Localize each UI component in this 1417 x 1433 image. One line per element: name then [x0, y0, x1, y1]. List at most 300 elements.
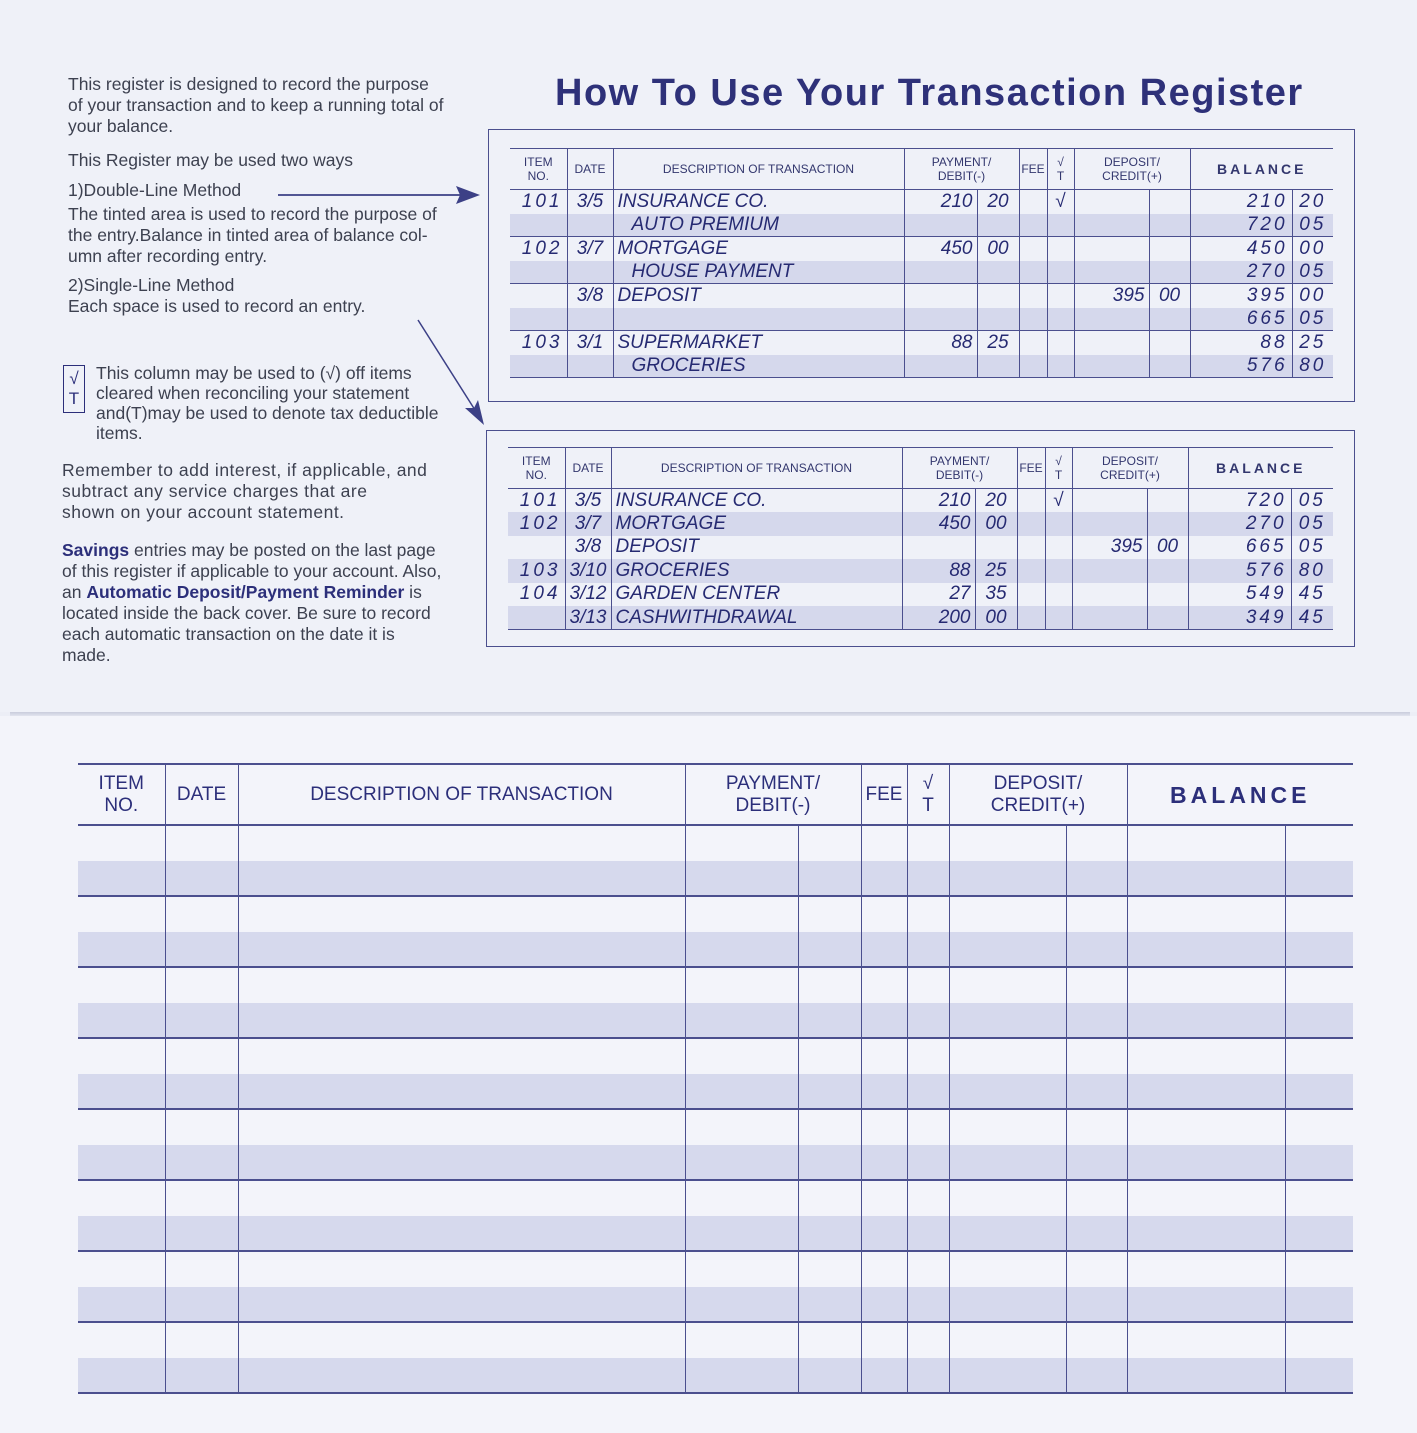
payment-cents-cell: 00: [977, 237, 1019, 261]
balance-cell: [1127, 967, 1285, 1003]
date-cell: [165, 1145, 238, 1181]
balance-cents-cell: [1285, 1109, 1353, 1145]
description-cell: [613, 308, 904, 331]
balance-cents-cell: [1285, 1216, 1353, 1252]
item-no-cell: [78, 1109, 165, 1145]
payment-cents-cell: [798, 1322, 861, 1358]
balance-cents-cell: 25: [1292, 331, 1333, 355]
deposit-cell: [1074, 237, 1149, 261]
item-no-cell: [78, 1358, 165, 1394]
payment-cents-cell: [798, 1145, 861, 1181]
deposit-cell: [1074, 331, 1149, 355]
description-cell: [238, 896, 685, 932]
payment-header: PAYMENT/ DEBIT(-): [904, 149, 1019, 190]
double-line-line: the entry.Balance in tinted area of balance col-: [68, 225, 428, 245]
balance-cents-cell: 00: [1292, 284, 1333, 308]
payment-cents-cell: [798, 1251, 861, 1287]
deposit-cell: [1074, 308, 1149, 331]
item-no-cell: [78, 967, 165, 1003]
check-col-line: This column may be used to (√) off items: [96, 363, 412, 383]
item-no-cell: [78, 896, 165, 932]
item-no-cell: [78, 861, 165, 897]
date-cell: 3/8: [567, 284, 613, 308]
check-cell: [1047, 284, 1074, 308]
deposit-cents-cell: [1147, 583, 1188, 607]
blank-row[interactable]: [78, 1109, 1353, 1145]
description-cell: [238, 825, 685, 861]
blank-register: [78, 763, 1353, 1394]
description-cell: [238, 932, 685, 968]
description-cell: [238, 1038, 685, 1074]
fee-cell: [861, 1180, 907, 1216]
balance-cents-cell: 05: [1291, 536, 1333, 560]
table-row-tinted: [510, 308, 1333, 331]
savings-line: made.: [62, 645, 111, 665]
table-row-tinted: [510, 261, 1333, 284]
balance-cell: [1127, 1322, 1285, 1358]
balance-cents-cell: 45: [1291, 583, 1333, 607]
blank-row-tinted[interactable]: [78, 1003, 1353, 1039]
payment-header: PAYMENT/ DEBIT(-): [902, 448, 1017, 489]
check-col-line: cleared when reconciling your statement: [96, 383, 410, 403]
balance-cell: 720: [1188, 489, 1291, 513]
check-cell: [907, 861, 949, 897]
check-cell: [907, 967, 949, 1003]
fee-header: FEE: [1019, 149, 1047, 190]
fee-cell: [861, 861, 907, 897]
double-line-line: The tinted area is used to record the purpose of: [68, 204, 437, 224]
blank-row[interactable]: [78, 967, 1353, 1003]
deposit-cell: [1072, 559, 1147, 583]
fee-cell: [1019, 190, 1047, 214]
check-cell: [907, 1287, 949, 1323]
table-row: [510, 331, 1333, 355]
blank-row[interactable]: [78, 1322, 1353, 1358]
deposit-cents-cell: [1147, 512, 1188, 536]
payment-cell: 450: [902, 512, 975, 536]
balance-cell: 88: [1190, 331, 1292, 355]
fee-cell: [1017, 512, 1045, 536]
deposit-cell: [949, 896, 1066, 932]
deposit-cents-cell: [1066, 896, 1127, 932]
date-cell: 3/13: [565, 606, 611, 630]
check-cell: [907, 1038, 949, 1074]
intro-line: your balance.: [68, 116, 174, 136]
fee-cell: [1019, 331, 1047, 355]
deposit-cents-cell: [1149, 261, 1190, 284]
deposit-cents-cell: [1149, 308, 1190, 331]
deposit-cents-cell: 00: [1149, 284, 1190, 308]
item-no-cell: [508, 606, 565, 630]
date-cell: 3/8: [565, 536, 611, 560]
savings-pre: an: [62, 582, 87, 602]
balance-header: BALANCE: [1190, 149, 1333, 190]
item-no-cell: 101: [521, 190, 563, 212]
check-cell: [1047, 237, 1074, 261]
payment-cell: 210: [904, 190, 977, 214]
payment-header: PAYMENT/ DEBIT(-): [685, 764, 861, 825]
deposit-cell: [949, 1038, 1066, 1074]
balance-cell: [1127, 1003, 1285, 1039]
balance-cents-cell: [1285, 1074, 1353, 1110]
deposit-cell: [949, 1251, 1066, 1287]
balance-cell: [1127, 1074, 1285, 1110]
deposit-cell: [949, 1287, 1066, 1323]
payment-cell: [685, 1287, 798, 1323]
date-cell: [567, 261, 613, 284]
deposit-cents-cell: [1066, 1109, 1127, 1145]
item-no-cell: 102: [508, 512, 565, 536]
deposit-cents-cell: [1066, 861, 1127, 897]
item-no-header: ITEM NO.: [510, 149, 567, 190]
blank-row[interactable]: [78, 896, 1353, 932]
payment-cents-cell: [798, 1358, 861, 1394]
balance-cents-cell: [1285, 1145, 1353, 1181]
check-cell: [907, 896, 949, 932]
check-cell: [1045, 583, 1072, 607]
fee-cell: [1017, 536, 1045, 560]
description-cell: DEPOSIT: [613, 284, 904, 308]
fee-cell: [861, 1322, 907, 1358]
item-no-cell: [78, 1251, 165, 1287]
deposit-cents-cell: 00: [1147, 536, 1188, 560]
payment-cell: [685, 1251, 798, 1287]
table-row: [508, 512, 1333, 536]
blank-row-tinted[interactable]: [78, 1145, 1353, 1181]
description-cell: INSURANCE CO.: [613, 190, 904, 214]
item-no-header: ITEM NO.: [78, 764, 165, 825]
blank-row[interactable]: [78, 825, 1353, 861]
balance-cents-cell: [1285, 1003, 1353, 1039]
fee-cell: [1019, 237, 1047, 261]
blank-row-tinted[interactable]: [78, 1358, 1353, 1394]
deposit-cents-cell: [1066, 932, 1127, 968]
date-cell: 3/10: [565, 559, 611, 583]
payment-cell: 27: [902, 583, 975, 607]
fee-cell: [1019, 261, 1047, 284]
payment-cell: [685, 1216, 798, 1252]
deposit-cents-cell: [1066, 1038, 1127, 1074]
check-cell: [907, 825, 949, 861]
check-cell: [907, 1251, 949, 1287]
table-row: [510, 190, 1333, 214]
balance-cell: [1127, 861, 1285, 897]
description-cell: DEPOSIT: [611, 536, 902, 560]
balance-cents-cell: 45: [1291, 606, 1333, 630]
check-cell: [907, 1358, 949, 1394]
blank-row-tinted[interactable]: [78, 1216, 1353, 1252]
check-cell: [907, 1322, 949, 1358]
deposit-cell: [1074, 214, 1149, 237]
check-cell: [1047, 214, 1074, 237]
date-cell: [165, 1287, 238, 1323]
deposit-cents-cell: [1066, 1322, 1127, 1358]
date-cell: [567, 308, 613, 331]
deposit-cents-cell: [1066, 1287, 1127, 1323]
description-cell: MORTGAGE: [613, 237, 904, 261]
balance-cents-cell: 05: [1292, 214, 1333, 237]
payment-cents-cell: [977, 284, 1019, 308]
payment-cell: [685, 861, 798, 897]
payment-cell: [685, 825, 798, 861]
description-cell: [238, 1180, 685, 1216]
balance-header: BALANCE: [1188, 448, 1333, 489]
deposit-cents-cell: [1066, 1003, 1127, 1039]
savings-line: of this register if applicable to your account. Also,: [62, 561, 442, 581]
balance-cents-cell: [1285, 967, 1353, 1003]
item-no-cell: [78, 1003, 165, 1039]
double-line-heading: 1)Double-Line Method: [68, 180, 242, 200]
savings-text: [62, 540, 441, 666]
deposit-cell: [1072, 583, 1147, 607]
check-cell: [1047, 331, 1074, 355]
item-no-cell: 104: [519, 583, 561, 605]
savings-line-text: entries may be posted on the last page: [129, 540, 436, 560]
balance-cell: [1127, 825, 1285, 861]
item-no-cell: [510, 355, 567, 378]
fee-cell: [861, 1038, 907, 1074]
deposit-cell: [949, 967, 1066, 1003]
description-cell: INSURANCE CO.: [611, 489, 902, 513]
balance-cell: 720: [1190, 214, 1292, 237]
table-row: [510, 237, 1333, 261]
payment-cents-cell: 20: [977, 190, 1019, 214]
balance-cents-cell: [1285, 1322, 1353, 1358]
date-header: DATE: [565, 448, 611, 489]
blank-row[interactable]: [78, 1180, 1353, 1216]
item-no-cell: [78, 1322, 165, 1358]
date-cell: [165, 967, 238, 1003]
remember-text: [62, 460, 427, 523]
savings-post: is: [404, 582, 422, 602]
balance-cell: 576: [1188, 559, 1291, 583]
blank-row[interactable]: [78, 1038, 1353, 1074]
date-cell: 3/7: [565, 512, 611, 536]
deposit-cell: [949, 825, 1066, 861]
item-no-cell: [78, 1145, 165, 1181]
arrow-icon: [270, 180, 490, 440]
fee-header: FEE: [861, 764, 907, 825]
table-row-tinted: [510, 214, 1333, 237]
fee-cell: [861, 1287, 907, 1323]
payment-cents-cell: [798, 1038, 861, 1074]
deposit-cents-cell: [1147, 559, 1188, 583]
payment-cents-cell: [977, 308, 1019, 331]
fee-cell: [1017, 606, 1045, 630]
remember-line: shown on your account statement.: [62, 502, 345, 522]
deposit-cents-cell: [1149, 214, 1190, 237]
description-cell: [238, 967, 685, 1003]
payment-cell: [685, 1074, 798, 1110]
balance-cents-cell: [1285, 896, 1353, 932]
description-cell: GARDEN CENTER: [611, 583, 902, 607]
balance-cell: [1127, 896, 1285, 932]
fee-cell: [861, 1003, 907, 1039]
payment-cents-cell: 00: [975, 512, 1017, 536]
double-line-example: [510, 148, 1333, 378]
description-cell: AUTO PREMIUM: [613, 214, 904, 237]
description-cell: GROCERIES: [613, 355, 904, 378]
deposit-cents-cell: [1066, 1180, 1127, 1216]
date-cell: [165, 1322, 238, 1358]
payment-cents-cell: [798, 932, 861, 968]
check-cell: [907, 1180, 949, 1216]
blank-row-tinted[interactable]: [78, 861, 1353, 897]
deposit-cell: [949, 1180, 1066, 1216]
item-no-cell: [78, 932, 165, 968]
deposit-cell: [949, 1074, 1066, 1110]
balance-cell: 210: [1190, 190, 1292, 214]
payment-cell: [904, 308, 977, 331]
balance-cents-cell: [1285, 1180, 1353, 1216]
date-cell: 3/12: [565, 583, 611, 607]
payment-cents-cell: [798, 896, 861, 932]
blank-row-tinted[interactable]: [78, 932, 1353, 968]
fee-cell: [1019, 308, 1047, 331]
payment-cents-cell: [798, 1003, 861, 1039]
balance-cell: 395: [1190, 284, 1292, 308]
payment-cents-cell: [798, 825, 861, 861]
date-header: DATE: [567, 149, 613, 190]
deposit-cell: [949, 1145, 1066, 1181]
balance-cell: 270: [1190, 261, 1292, 284]
date-cell: [165, 1216, 238, 1252]
check-cell: [1045, 512, 1072, 536]
payment-cell: [685, 1038, 798, 1074]
item-no-cell: [78, 1216, 165, 1252]
item-no-cell: [78, 1180, 165, 1216]
item-no-cell: [510, 261, 567, 284]
intro-text: [68, 74, 444, 137]
savings-line: [62, 582, 441, 603]
payment-cents-cell: [977, 214, 1019, 237]
deposit-cell: [949, 1322, 1066, 1358]
deposit-cents-cell: [1149, 237, 1190, 261]
description-header: DESCRIPTION OF TRANSACTION: [613, 149, 904, 190]
payment-cents-cell: 20: [975, 489, 1017, 513]
single-line-text: Each space is used to record an entry.: [68, 296, 366, 316]
item-no-cell: [78, 825, 165, 861]
payment-cell: [685, 896, 798, 932]
table-row: [508, 559, 1333, 583]
remember-line: subtract any service charges that are: [62, 481, 368, 501]
blank-row[interactable]: [78, 1251, 1353, 1287]
fee-cell: [861, 1074, 907, 1110]
item-no-cell: 102: [521, 237, 563, 259]
balance-cell: [1127, 1145, 1285, 1181]
payment-cents-cell: [798, 861, 861, 897]
tax-t-label: T: [68, 389, 80, 408]
date-cell: [165, 1180, 238, 1216]
savings-line: each automatic transaction on the date it is: [62, 624, 395, 644]
remember-line: Remember to add interest, if applicable, and: [62, 460, 428, 480]
date-cell: [567, 355, 613, 378]
deposit-cents-cell: [1149, 190, 1190, 214]
payment-cell: [685, 1109, 798, 1145]
date-cell: [165, 896, 238, 932]
check-cell: [907, 1109, 949, 1145]
check-header: √ T: [1047, 149, 1074, 190]
blank-row-tinted[interactable]: [78, 1074, 1353, 1110]
payment-cell: [685, 932, 798, 968]
balance-cents-cell: [1285, 1038, 1353, 1074]
description-cell: [238, 1251, 685, 1287]
payment-cents-cell: [977, 355, 1019, 378]
table-row: [508, 489, 1333, 513]
description-header: DESCRIPTION OF TRANSACTION: [238, 764, 685, 825]
description-cell: [238, 1358, 685, 1394]
blank-row-tinted[interactable]: [78, 1287, 1353, 1323]
fee-cell: [861, 1109, 907, 1145]
deposit-cents-cell: [1066, 1251, 1127, 1287]
payment-cents-cell: [798, 1216, 861, 1252]
balance-cents-cell: 00: [1292, 237, 1333, 261]
payment-cents-cell: [977, 261, 1019, 284]
fee-cell: [861, 896, 907, 932]
fee-cell: [1019, 355, 1047, 378]
payment-cell: 88: [902, 559, 975, 583]
date-cell: [165, 1003, 238, 1039]
table-row: [508, 583, 1333, 607]
deposit-cents-cell: [1066, 967, 1127, 1003]
payment-cell: [685, 967, 798, 1003]
table-row: [508, 536, 1333, 560]
date-cell: 3/7: [567, 237, 613, 261]
item-no-cell: [510, 214, 567, 237]
deposit-cell: [949, 1216, 1066, 1252]
table-row: [508, 606, 1333, 630]
check-cell: [1047, 261, 1074, 284]
payment-cell: [904, 355, 977, 378]
payment-cell: [685, 1180, 798, 1216]
payment-cents-cell: [975, 536, 1017, 560]
payment-cents-cell: 35: [975, 583, 1017, 607]
single-line-heading: 2)Single-Line Method: [68, 275, 235, 295]
payment-cell: 210: [902, 489, 975, 513]
deposit-cents-cell: [1066, 1216, 1127, 1252]
description-cell: MORTGAGE: [611, 512, 902, 536]
balance-cell: 665: [1188, 536, 1291, 560]
deposit-cell: 395: [1072, 536, 1147, 560]
payment-cell: [904, 261, 977, 284]
balance-cell: [1127, 1251, 1285, 1287]
balance-cents-cell: [1285, 932, 1353, 968]
balance-cell: [1127, 932, 1285, 968]
fee-header: FEE: [1017, 448, 1045, 489]
checkmark-icon: √: [69, 369, 79, 388]
balance-cell: 576: [1190, 355, 1292, 378]
balance-cents-cell: [1285, 1251, 1353, 1287]
date-cell: [165, 1074, 238, 1110]
description-cell: [238, 1216, 685, 1252]
check-cell: [907, 1145, 949, 1181]
description-cell: GROCERIES: [611, 559, 902, 583]
date-cell: 3/5: [567, 190, 613, 214]
payment-cents-cell: 00: [975, 606, 1017, 630]
check-cell: [1045, 559, 1072, 583]
balance-cell: [1127, 1180, 1285, 1216]
item-no-cell: [510, 284, 567, 308]
deposit-cell: [949, 932, 1066, 968]
balance-cents-cell: 20: [1292, 190, 1333, 214]
balance-cents-cell: [1285, 1358, 1353, 1394]
description-cell: [238, 1145, 685, 1181]
check-cell: [1045, 536, 1072, 560]
balance-cell: 665: [1190, 308, 1292, 331]
description-cell: CASHWITHDRAWAL: [611, 606, 902, 630]
payment-cents-cell: 25: [977, 331, 1019, 355]
check-cell: [907, 1216, 949, 1252]
